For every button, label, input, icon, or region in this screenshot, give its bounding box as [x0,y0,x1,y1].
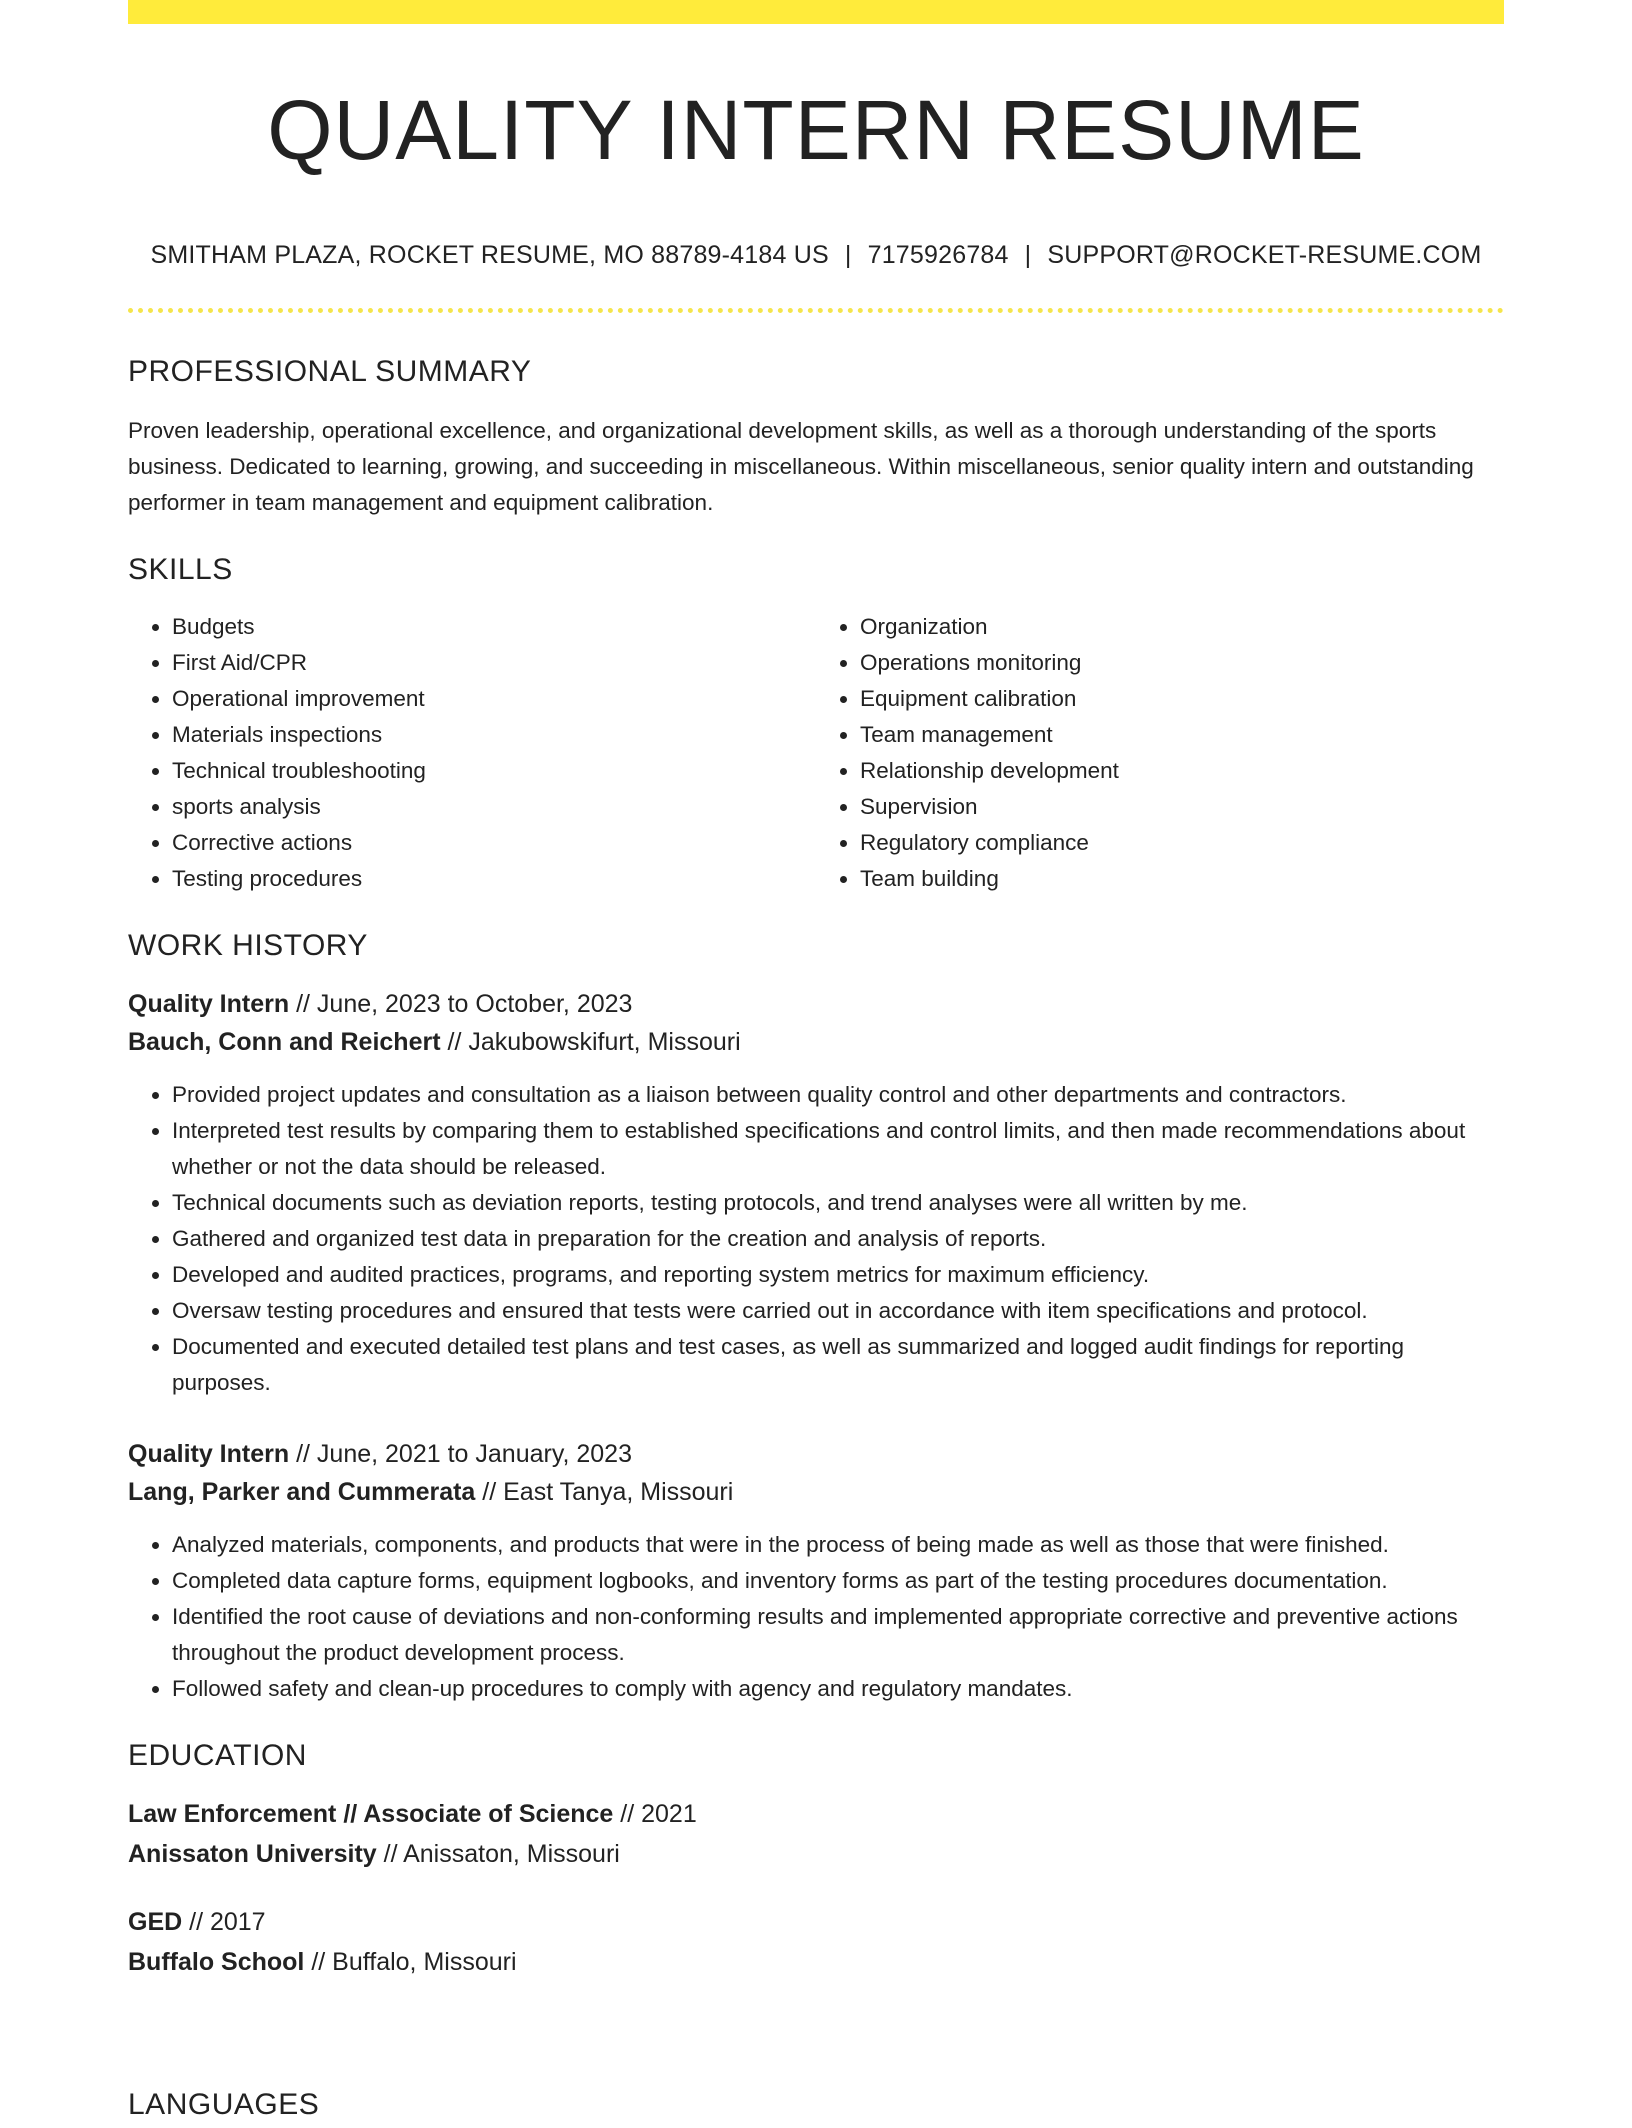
skill-item: • sports analysis [172,789,816,825]
skills-heading: SKILLS [128,552,233,586]
job-bullet: • Followed safety and clean-up procedures to comply with agency and regulatory mandates. [172,1671,1504,1707]
skill-item: • Testing procedures [172,861,816,897]
job-bullet: • Documented and executed detailed test plans and test cases, as well as summarized and logged audit findings for reporting purposes. [172,1329,1504,1401]
education-degree: GED [128,1907,183,1936]
job-bullet: • Completed data capture forms, equipment logbooks, and inventory forms as part of the testing procedures documentation. [172,1563,1504,1599]
skill-item: • Regulatory compliance [860,825,1504,861]
skill-item: • Team building [860,861,1504,897]
job-bullets [128,1527,1504,1707]
job-entry [128,985,1504,1401]
education-school-line [128,1835,1504,1873]
skill-item: • Relationship development [860,753,1504,789]
education-school: Buffalo School [128,1947,305,1976]
resume-page [128,0,1504,2121]
accent-bar [128,0,1504,24]
contact-separator: | [1024,240,1032,269]
job-title: Quality Intern [128,989,290,1018]
contact-separator: | [844,240,852,269]
languages-heading: LANGUAGES [128,2088,320,2121]
contact-phone: 7175926784 [867,240,1009,269]
skill-item: • Materials inspections [172,717,816,753]
skill-item: • Technical troubleshooting [172,753,816,789]
job-company: Bauch, Conn and Reichert [128,1027,441,1056]
education-degree-line [128,1795,1504,1833]
summary-heading: PROFESSIONAL SUMMARY [128,354,532,388]
job-title-line [128,1435,1504,1473]
job-bullet: • Gathered and organized test data in preparation for the creation and analysis of reports. [172,1221,1504,1257]
job-bullet: • Technical documents such as deviation reports, testing protocols, and trend analyses were all written by me. [172,1185,1504,1221]
education-school-line [128,1943,1504,1981]
job-title: Quality Intern [128,1439,290,1468]
job-bullet: • Identified the root cause of deviations and non-conforming results and implemented appropriate corrective and preventive actions throughout the product development process. [172,1599,1504,1671]
job-company-line [128,1023,1504,1061]
education-heading: EDUCATION [128,1738,307,1772]
education-year: // 2021 [613,1799,697,1828]
skill-item: • First Aid/CPR [172,645,816,681]
education-location: // Anissaton, Missouri [376,1839,620,1868]
education-degree-line [128,1903,1504,1941]
skill-item: • Corrective actions [172,825,816,861]
contact-address: SMITHAM PLAZA, ROCKET RESUME, MO 88789-4184 US [150,240,829,269]
job-bullet: • Interpreted test results by comparing them to established specifications and control limits, and then made recommendations about whether or not the data should be released. [172,1113,1504,1185]
job-bullet: • Provided project updates and consultation as a liaison between quality control and other departments and contractors. [172,1077,1504,1113]
dotted-divider [128,308,1504,313]
education-year: // 2017 [182,1907,266,1936]
job-company: Lang, Parker and Cummerata [128,1477,476,1506]
contact-email: SUPPORT@ROCKET-RESUME.COM [1047,240,1482,269]
skill-item: • Team management [860,717,1504,753]
education-entry [128,1903,1504,1981]
skill-item: • Operations monitoring [860,645,1504,681]
languages-section [128,2088,1504,2128]
skill-item: • Supervision [860,789,1504,825]
job-location: // Jakubowskifurt, Missouri [440,1027,741,1056]
job-bullet: • Oversaw testing procedures and ensured that tests were carried out in accordance with item specifications and protocol. [172,1293,1504,1329]
work-history-heading: WORK HISTORY [128,928,368,962]
skill-item: • Budgets [172,609,816,645]
skills-right-list [816,609,1504,897]
skill-item: • Equipment calibration [860,681,1504,717]
education-entry [128,1795,1504,1873]
job-company-line [128,1473,1504,1511]
skills-left-list [128,609,816,897]
job-title-line [128,985,1504,1023]
job-dates: // June, 2021 to January, 2023 [289,1439,632,1468]
education-school: Anissaton University [128,1839,377,1868]
job-location: // East Tanya, Missouri [475,1477,734,1506]
skill-item: • Organization [860,609,1504,645]
job-bullet: • Developed and audited practices, programs, and reporting system metrics for maximum efficiency. [172,1257,1504,1293]
summary-text: Proven leadership, operational excellence, and organizational development skills, as well as a thorough understanding of the sports business. Dedicated to learning, growing, and succeeding in miscellaneous. Within miscellaneous, senior quality intern and outstanding performer in team management and equipment calibration. [128,417,1474,515]
skill-item: • Operational improvement [172,681,816,717]
resume-title: QUALITY INTERN RESUME [267,83,1365,177]
job-bullet: • Analyzed materials, components, and products that were in the process of being made as well as those that were finished. [172,1527,1504,1563]
education-degree: Law Enforcement // Associate of Science [128,1799,614,1828]
job-dates: // June, 2023 to October, 2023 [289,989,633,1018]
job-entry [128,1435,1504,1707]
skills-grid [128,609,1504,897]
job-bullets [128,1077,1504,1401]
education-location: // Buffalo, Missouri [304,1947,517,1976]
contact-line [128,241,1504,270]
